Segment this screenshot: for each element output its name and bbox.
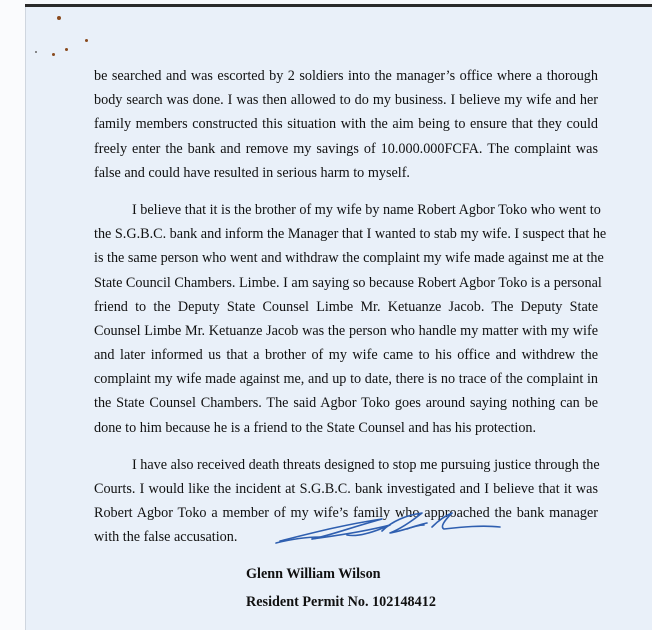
signature-stroke — [432, 513, 500, 529]
text-line: complaint my wife made against me, and up to date, there is no trace of the complaint in — [94, 371, 598, 388]
staple-hole — [52, 53, 55, 56]
text-line: Counsel Limbe Mr. Ketuanze Jacob was the person who handle my matter with my wife — [94, 322, 598, 339]
text-line: State Council Chambers. Limbe. I am saying so because Robert Agbor Toko is a personal — [94, 274, 602, 291]
text-line: body search was done. I was then allowed to do my business. I believe my wife and her — [94, 92, 598, 109]
text-line: Robert Agbor Toko a member of my wife’s family who approached the bank manager — [94, 505, 598, 522]
page-top-edge — [25, 4, 652, 7]
text-line: I have also received death threats designed to stop me pursuing justice through the — [132, 456, 600, 473]
staple-hole — [57, 16, 61, 20]
text-line: done to him because he is a friend to the State Counsel and has his protection. — [94, 419, 537, 436]
resident-permit-number: Resident Permit No. 102148412 — [246, 594, 436, 610]
text-line: I believe that it is the brother of my wife by name Robert Agbor Toko who went to — [132, 201, 601, 218]
text-line: family members constructed this situation with the aim being to ensure that they could — [94, 116, 598, 133]
staple-hole — [35, 51, 37, 53]
signature-stroke — [312, 525, 390, 539]
text-line: friend to the Deputy State Counsel Limbe Mr. Ketuanze Jacob. The Deputy State — [94, 298, 598, 315]
signatory-name: Glenn William Wilson — [246, 566, 381, 582]
text-line: false and could have resulted in serious harm to myself. — [94, 164, 410, 181]
text-line: Courts. I would like the incident at S.G.B.C. bank investigated and I believe that it was — [94, 481, 598, 497]
signature-stroke — [407, 525, 424, 529]
text-line: is the same person who went and withdraw the complaint my wife made against me at the — [94, 250, 604, 267]
staple-hole — [85, 39, 88, 42]
handwritten-signature — [272, 505, 502, 550]
text-line: be searched and was escorted by 2 soldiers into the manager’s office where a thorough — [94, 68, 598, 84]
text-line: with the false accusation. — [94, 529, 238, 546]
scanner-margin — [0, 0, 25, 630]
paragraph-1 — [94, 64, 598, 185]
text-line: the S.G.B.C. bank and inform the Manager that I wanted to stab my wife. I suspect that he — [94, 226, 607, 243]
document-body — [94, 64, 607, 550]
text-line: freely enter the bank and remove my savings of 10.000.000FCFA. The complaint was — [94, 140, 598, 157]
text-line: and later informed us that a brother of my wife came to his office and withdrew the — [94, 347, 598, 364]
paragraph-2 — [94, 198, 607, 440]
text-line: the State Counsel Chambers. The said Agbor Toko goes around saying nothing can be — [94, 395, 598, 412]
staple-hole — [65, 48, 68, 51]
signature-stroke — [382, 513, 427, 533]
